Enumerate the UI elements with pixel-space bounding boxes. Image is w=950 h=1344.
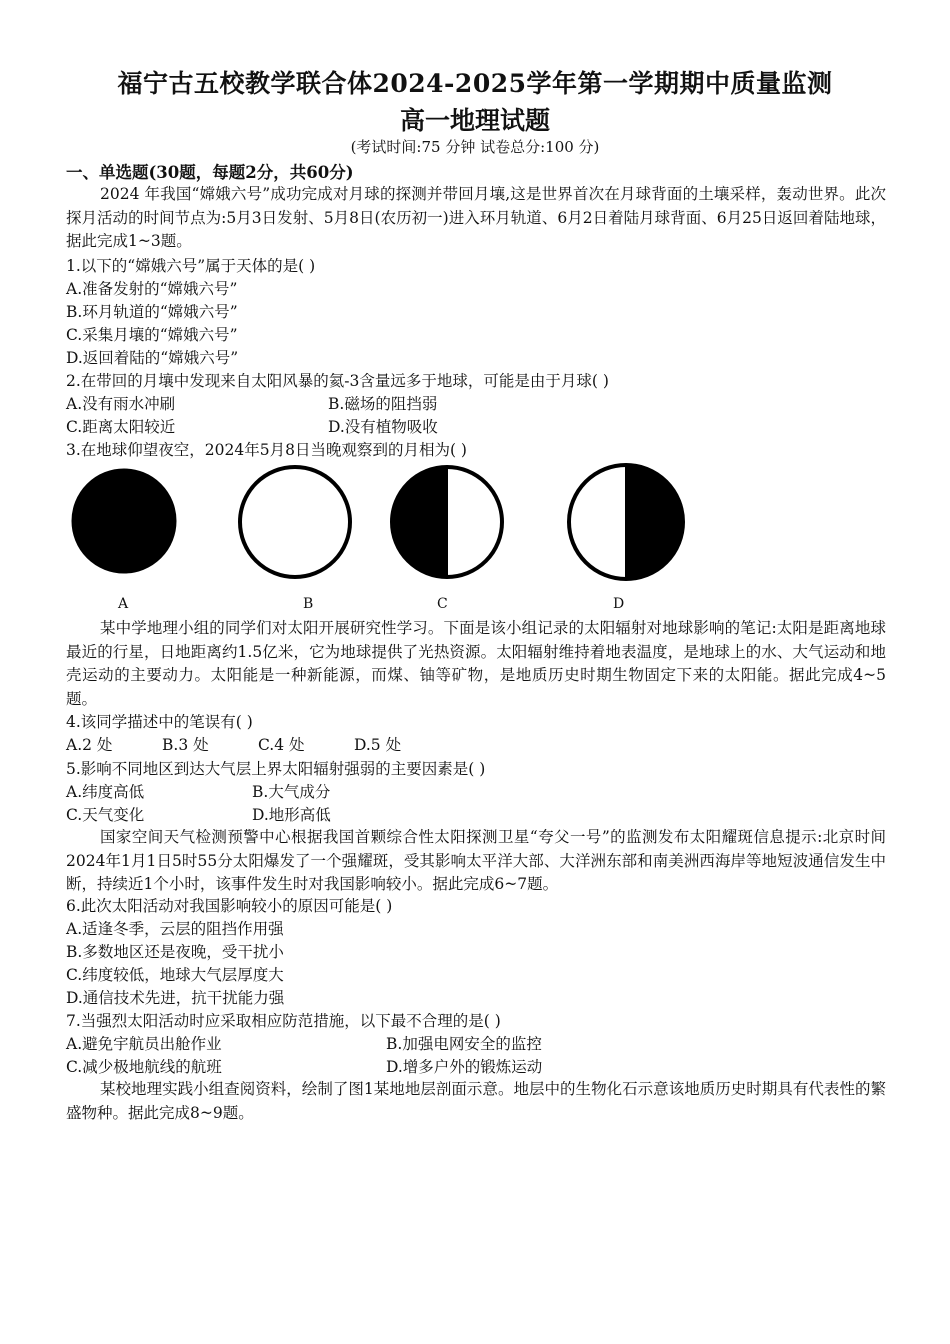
question-1-option-a: A.准备发射的“嫦娥六号” bbox=[66, 280, 238, 298]
section-heading: 一、单选题(30题，每题2分，共60分) bbox=[66, 163, 354, 182]
question-2-option-b: B.磁场的阻挡弱 bbox=[328, 395, 438, 413]
passage-1: 2024 年我国“嫦娥六号”成功完成对月球的探测并带回月壤,这是世界首次在月球背面的土壤采样，轰动世界。此次探月活动的时间节点为:5月3日发射、5月8日(农历初一)进入环月轨道、6月2日着陆月球背面、6月25日返回着陆地球，据此完成1~3题。 bbox=[66, 185, 886, 250]
moon-phase-a-figure bbox=[70, 467, 178, 575]
question-5-option-d: D.地形高低 bbox=[252, 806, 331, 824]
moon-phase-b-figure bbox=[236, 463, 354, 581]
question-1-option-b: B.环月轨道的“嫦娥六号” bbox=[66, 303, 238, 321]
question-4-option-c: C.4 处 bbox=[258, 736, 305, 754]
question-1-option-c: C.采集月壤的“嫦娥六号” bbox=[66, 326, 238, 344]
moon-label-c: C bbox=[437, 596, 448, 612]
question-4-option-b: B.3 处 bbox=[162, 736, 209, 754]
question-6-option-d: D.通信技术先进，抗干扰能力强 bbox=[66, 989, 285, 1007]
question-1-option-d: D.返回着陆的“嫦娥六号” bbox=[66, 349, 239, 367]
passage-4: 某校地理实践小组查阅资料，绘制了图1某地地层剖面示意。地层中的生物化石示意该地质历史时期具有代表性的繁盛物种。据此完成8~9题。 bbox=[66, 1080, 886, 1122]
question-4-option-a: A.2 处 bbox=[66, 736, 113, 754]
passage-3: 国家空间天气检测预警中心根据我国首颗综合性太阳探测卫星“夸父一号”的监测发布太阳耀斑信息提示:北京时间2024年1月1日5时55分太阳爆发了一个强耀斑，受其影响太平洋大部、大洋洲东部和南美洲西海岸等地短波通信发生中断，持续近1个小时，该事件发生时对我国影响较小。据此完成6~7题。 bbox=[66, 828, 886, 893]
question-7-option-b: B.加强电网安全的监控 bbox=[386, 1035, 542, 1053]
question-3-stem: 3.在地球仰望夜空，2024年5月8日当晚观察到的月相为( ) bbox=[66, 441, 467, 459]
question-6-option-a: A.适逢冬季，云层的阻挡作用强 bbox=[66, 920, 284, 938]
passage-2: 某中学地理小组的同学们对太阳开展研究性学习。下面是该小组记录的太阳辐射对地球影响的笔记:太阳是距离地球最近的行星，日地距离约1.5亿米，它为地球提供了光热资源。太阳辐射维持着地表温度，是地球上的水、大气运动和地壳运动的主要动力。太阳能是一种新能源，而煤、铀等矿物，是地质历史时期生物固定下来的太阳能。据此完成4~5题。 bbox=[66, 619, 886, 708]
question-2-option-d: D.没有植物吸收 bbox=[328, 418, 438, 436]
question-4-option-d: D.5 处 bbox=[354, 736, 402, 754]
question-7-option-a: A.避免宇航员出舱作业 bbox=[66, 1035, 222, 1053]
moon-phase-d-figure bbox=[565, 461, 687, 583]
exam-subtitle: 高一地理试题 bbox=[399, 106, 550, 135]
question-6-option-c: C.纬度较低，地球大气层厚度大 bbox=[66, 966, 284, 984]
moon-label-d: D bbox=[613, 596, 625, 612]
question-1-stem: 1.以下的“嫦娥六号”属于天体的是( ) bbox=[66, 257, 316, 275]
question-5-stem: 5.影响不同地区到达大气层上界太阳辐射强弱的主要因素是( ) bbox=[66, 760, 486, 778]
question-6-option-b: B.多数地区还是夜晚，受干扰小 bbox=[66, 943, 284, 961]
question-2-option-a: A.没有雨水冲刷 bbox=[66, 395, 176, 413]
question-2-option-c: C.距离太阳较近 bbox=[66, 418, 176, 436]
question-5-option-a: A.纬度高低 bbox=[66, 783, 145, 801]
question-5-option-b: B.大气成分 bbox=[252, 783, 331, 801]
question-2-stem: 2.在带回的月壤中发现来自太阳风暴的氦-3含量远多于地球，可能是由于月球( ) bbox=[66, 372, 609, 390]
question-7-option-c: C.减少极地航线的航班 bbox=[66, 1058, 222, 1076]
question-7-option-d: D.增多户外的锻炼运动 bbox=[386, 1058, 543, 1076]
moon-phase-c-figure bbox=[388, 463, 506, 581]
question-7-stem: 7.当强烈太阳活动时应采取相应防范措施，以下最不合理的是( ) bbox=[66, 1012, 501, 1030]
question-5-option-c: C.天气变化 bbox=[66, 806, 145, 824]
question-6-stem: 6.此次太阳活动对我国影响较小的原因可能是( ) bbox=[66, 897, 393, 915]
moon-label-a: A bbox=[118, 596, 129, 612]
moon-label-b: B bbox=[303, 596, 314, 612]
question-4-stem: 4.该同学描述中的笔误有( ) bbox=[66, 713, 253, 731]
exam-info: (考试时间:75 分钟 试卷总分:100 分) bbox=[350, 138, 600, 156]
exam-title: 福宁古五校教学联合体2024-2025学年第一学期期中质量监测 bbox=[117, 69, 833, 98]
